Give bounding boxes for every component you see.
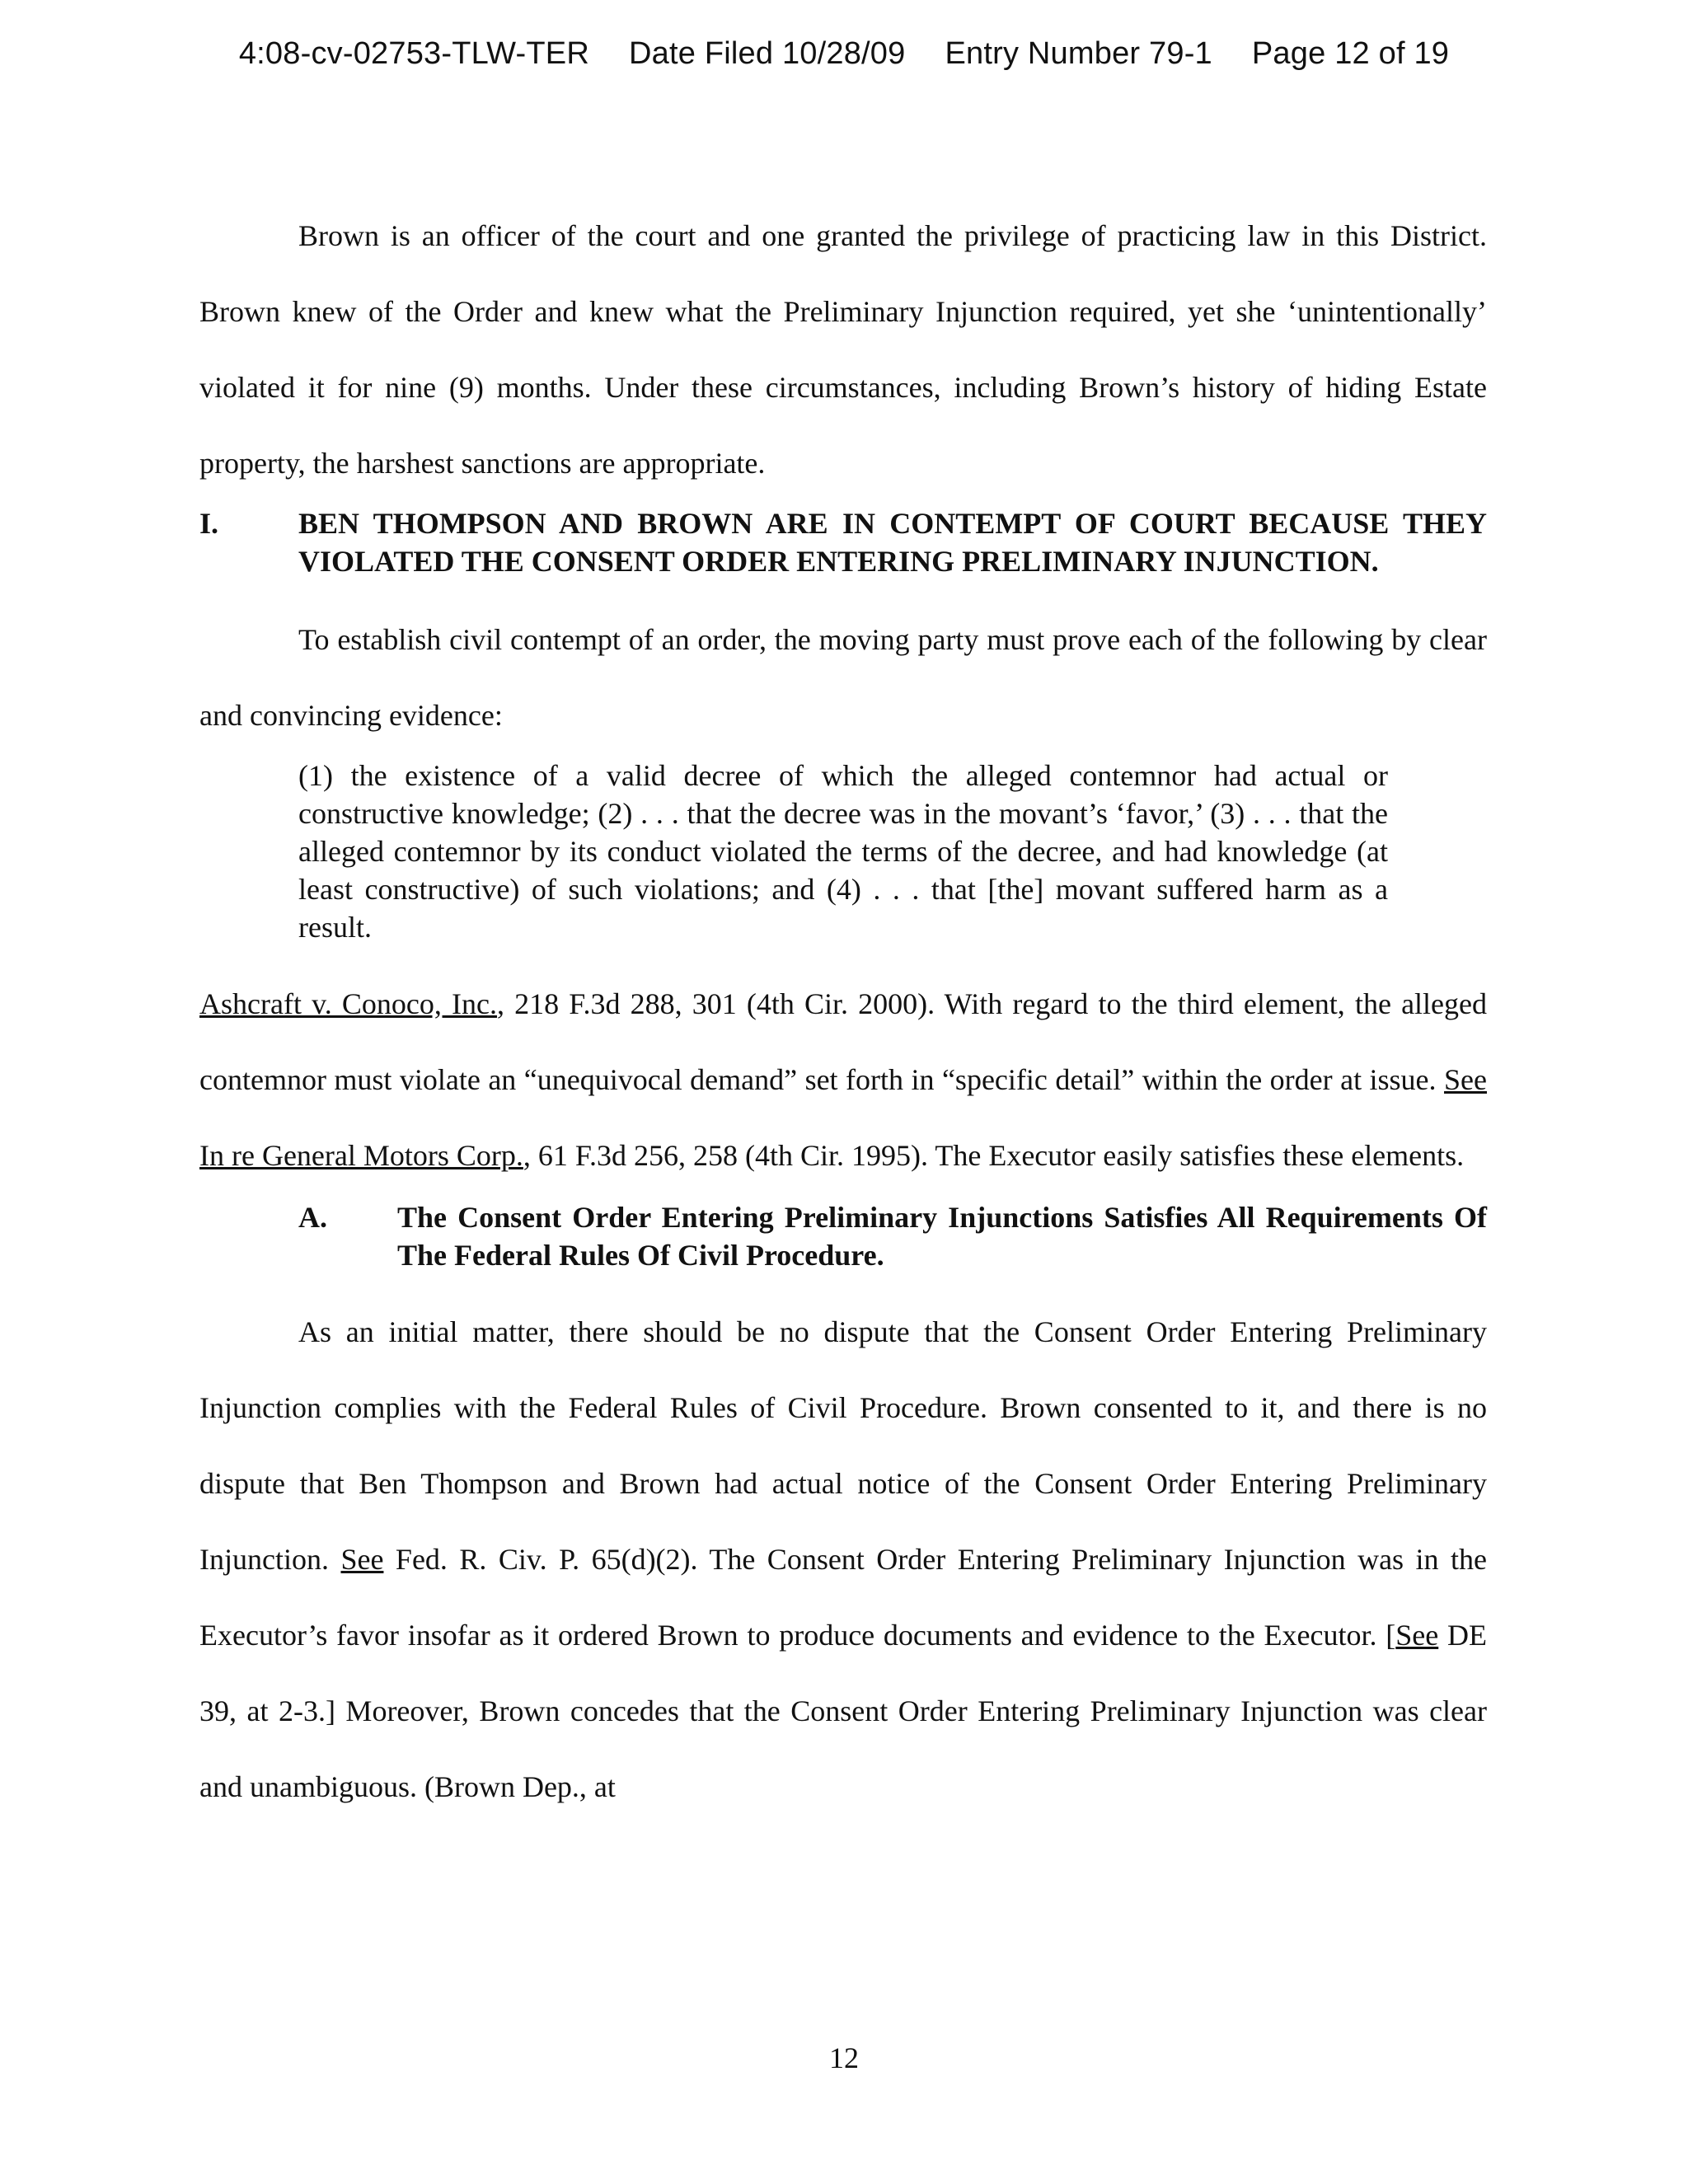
section-i-heading <box>199 504 1487 580</box>
paragraph-3-text-1: , 218 F.3d 288, 301 (4th Cir. 2000). With regard to the third element, the alleged contemnor must violate an “unequivocal demand” set forth in “specific detail” within the order at issue. <box>199 987 1488 1096</box>
signal-see-1: See <box>340 1543 384 1576</box>
signal-see-2: See <box>1395 1619 1439 1652</box>
paragraph-4 <box>199 1294 1487 1825</box>
date-filed: Date Filed 10/28/09 <box>629 36 906 71</box>
page-count: Page 12 of 19 <box>1251 36 1450 71</box>
block-quote: (1) the existence of a valid decree of which the alleged contemnor had actual or constructive knowledge; (2) . . . that the decree was in the movant’s ‘favor,’ (3) . . . that the alleged contemnor by its conduct violated the terms of the decree, and had knowledge (at least constructive) of such violations; and (4) . . . that [the] movant suffered harm as a result. <box>298 759 1388 944</box>
paragraph-1: Brown is an officer of the court and one granted the privilege of practicing law in this District. Brown knew of the Order and knew what the Preliminary Injunction required, yet she ‘unintentionally’ violated it for nine (9) months. Under these circumstances, including Brown’s history of hiding Estate property, the harshest sanctions are appropriate. <box>199 219 1487 480</box>
section-a-title: The Consent Order Entering Preliminary Injunctions Satisfies All Requirements Of The Federal Rules Of Civil Procedure. <box>397 1201 1487 1272</box>
case-number: 4:08-cv-02753-TLW-TER <box>238 36 589 71</box>
citation-general-motors: In re General Motors Corp. <box>199 1139 523 1172</box>
section-i-title: BEN THOMPSON AND BROWN ARE IN CONTEMPT OF COURT BECAUSE THEY VIOLATED THE CONSENT ORDER ENTERING PRELIMINARY INJUNCTION. <box>298 507 1487 578</box>
document-body <box>199 198 1487 1825</box>
section-i-number: I. <box>199 507 219 540</box>
citation-ashcraft: Ashcraft v. Conoco, Inc. <box>199 987 498 1020</box>
paragraph-4-text-3: DE 39, at 2-3.] Moreover, Brown concedes that the Consent Order Entering Preliminary Injunction was clear and unambiguous. (Brown Dep., at <box>199 1619 1487 1803</box>
paragraph-3-text-2: , 61 F.3d 256, 258 (4th Cir. 1995). The Executor easily satisfies these elements. <box>523 1139 1465 1172</box>
page-number: 12 <box>829 2041 859 2074</box>
ecf-header <box>0 36 1688 72</box>
section-a-number: A. <box>298 1201 327 1234</box>
paragraph-2: To establish civil contempt of an order, the moving party must prove each of the following by clear and convincing evidence: <box>199 623 1487 732</box>
paragraph-4-text-1: As an initial matter, there should be no dispute that the Consent Order Entering Preliminary Injunction complies with the Federal Rules of Civil Procedure. Brown consented to it, and there is no dispute that Ben Thompson and Brown had actual notice of the Consent Order Entering Preliminary Injunction. <box>199 1315 1487 1576</box>
section-a-heading <box>199 1198 1487 1274</box>
paragraph-3 <box>199 966 1487 1193</box>
paragraph-4-text-2: Fed. R. Civ. P. 65(d)(2). The Consent Order Entering Preliminary Injunction was in the Executor’s favor insofar as it ordered Brown to produce documents and evidence to the Executor. [ <box>199 1543 1488 1652</box>
signal-see: See <box>1444 1063 1487 1096</box>
entry-number: Entry Number 79-1 <box>945 36 1212 71</box>
